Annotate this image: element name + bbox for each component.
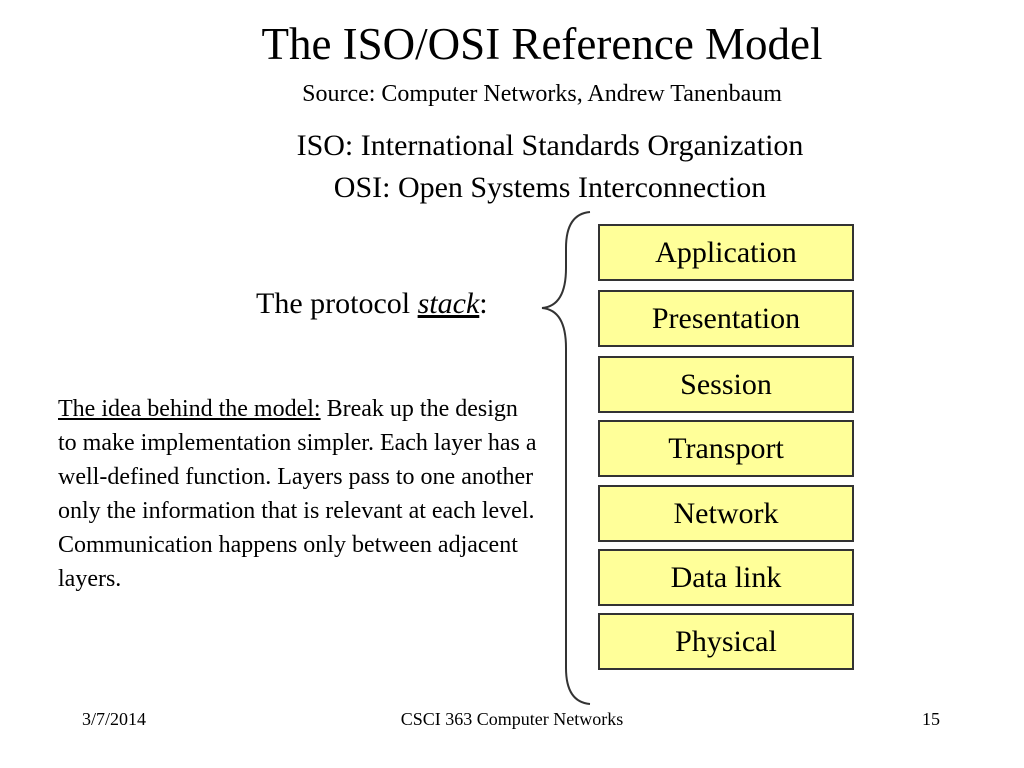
- layer-session: Session: [598, 356, 854, 413]
- footer-page-number: 15: [922, 709, 940, 729]
- curly-brace: [530, 208, 600, 708]
- footer-date: 3/7/2014: [82, 709, 147, 729]
- layer-presentation: Presentation: [598, 290, 854, 347]
- osi-definition: OSI: Open Systems Interconnection: [333, 171, 767, 204]
- stack-caption: [256, 284, 488, 324]
- idea-paragraph: [58, 392, 538, 596]
- curly-brace-path: [542, 212, 590, 704]
- source-citation: Source: Computer Networks, Andrew Tanenbaum: [302, 81, 782, 107]
- stack-caption-emphasis: stack: [417, 287, 480, 320]
- layer-data-link: Data link: [598, 549, 854, 606]
- idea-text: Break up the design to make implementation simpler. Each layer has a well-defined function. Layers pass to one another only the information that is relevant at each level. Communication happens only between adjacent layers.: [58, 396, 537, 592]
- iso-definition: ISO: International Standards Organization: [296, 129, 804, 162]
- slide-title: The ISO/OSI Reference Model: [261, 19, 823, 69]
- layer-network: Network: [598, 485, 854, 542]
- layer-transport: Transport: [598, 420, 854, 477]
- footer-course: CSCI 363 Computer Networks: [400, 709, 624, 729]
- stack-caption-suffix: :: [479, 287, 488, 320]
- layer-application: Application: [598, 224, 854, 281]
- idea-label: The idea behind the model:: [58, 396, 321, 422]
- stack-caption-prefix: The protocol: [256, 287, 418, 320]
- layer-physical: Physical: [598, 613, 854, 670]
